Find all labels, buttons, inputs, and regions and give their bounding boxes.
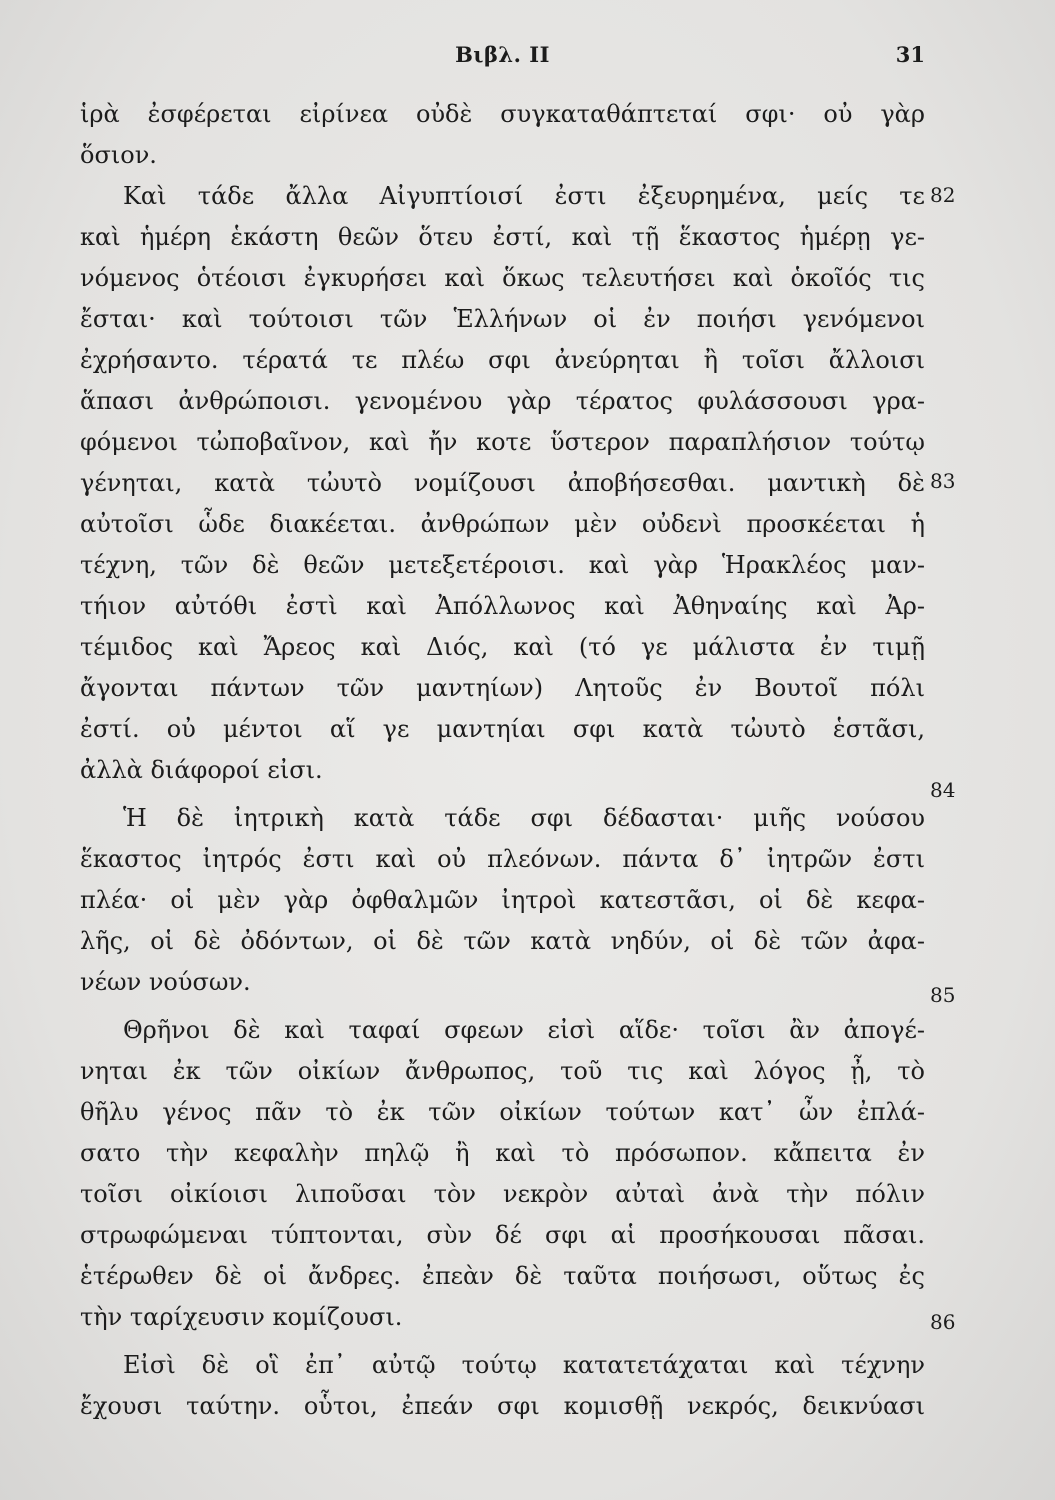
text-line: γένηται, κατὰ τὠυτὸ νομίζουσι ἀποβήσεσθαι. μαντικὴ δὲ <box>80 469 925 497</box>
text-line: νόμενος ὁτέοισι ἐγκυρήσει καὶ ὅκως τελευτήσει καὶ ὁκοῖός τις <box>80 264 925 292</box>
section-number: 85 <box>930 983 956 1007</box>
text-line: ἄγονται πάντων τῶν μαντηίων) Λητοῦς ἐν Βουτοῖ πόλι <box>80 674 925 702</box>
text-line: νηται ἐκ τῶν οἰκίων ἄνθρωπος, τοῦ τις καὶ λόγος ᾖ, τὸ <box>80 1057 925 1085</box>
text-line: ἔχουσι ταύτην. οὗτοι, ἐπεάν σφι κομισθῇ νεκρός, δεικνύασι <box>80 1392 925 1420</box>
page-number: 31 <box>895 42 925 67</box>
text-line: στρωφώμεναι τύπτονται, σὺν δέ σφι αἱ προσήκουσαι πᾶσαι. <box>80 1221 925 1249</box>
paragraph-start-line: Εἰσὶ δὲ οἳ ἐπ᾽ αὐτῷ τούτῳ κατατετάχαται καὶ τέχνην <box>123 1351 925 1379</box>
text-line: ἐστί. οὐ μέντοι αἵ γε μαντηίαι σφι κατὰ τὠυτὸ ἑστᾶσι, <box>80 715 925 743</box>
text-line: τέχνη, τῶν δὲ θεῶν μετεξετέροισι. καὶ γὰρ Ἡρακλέος μαν- <box>80 551 925 579</box>
text-line: ἱρὰ ἐσφέρεται εἰρίνεα οὐδὲ συγκαταθάπτεταί σφι· οὐ γὰρ <box>80 100 925 128</box>
text-line: ἔσται· καὶ τούτοισι τῶν Ἑλλήνων οἱ ἐν ποιήσι γενόμενοι <box>80 305 925 333</box>
text-line: ὅσιον. <box>80 141 157 169</box>
text-line: φόμενοι τὠποβαῖνον, καὶ ἤν κοτε ὕστερον παραπλήσιον τούτῳ <box>80 428 925 456</box>
running-header <box>80 36 925 72</box>
section-number: 86 <box>930 1310 956 1334</box>
paragraph-start-line: Καὶ τάδε ἄλλα Αἰγυπτίοισί ἐστι ἐξευρημένα, μείς τε <box>123 182 925 210</box>
text-line: ἕκαστος ἰητρός ἐστι καὶ οὐ πλεόνων. πάντα δ᾽ ἰητρῶν ἐστι <box>80 845 925 873</box>
text-line: λῆς, οἱ δὲ ὀδόντων, οἱ δὲ τῶν κατὰ νηδύν, οἱ δὲ τῶν ἀφα- <box>80 927 925 955</box>
text-body <box>80 94 925 1427</box>
section-number: 82 <box>930 183 956 207</box>
text-line: ἅπασι ἀνθρώποισι. γενομένου γὰρ τέρατος φυλάσσουσι γρα- <box>80 387 925 415</box>
text-line: τήιον αὐτόθι ἐστὶ καὶ Ἀπόλλωνος καὶ Ἀθηναίης καὶ Ἀρ- <box>80 592 925 620</box>
text-line: καὶ ἡμέρη ἑκάστη θεῶν ὅτευ ἐστί, καὶ τῇ ἕκαστος ἡμέρῃ γε- <box>80 223 925 251</box>
paragraph-start-line: Ἡ δὲ ἰητρικὴ κατὰ τάδε σφι δέδασται· μιῆς νούσου <box>123 804 925 832</box>
text-line: τέμιδος καὶ Ἄρεος καὶ Διός, καὶ (τό γε μάλιστα ἐν τιμῇ <box>80 633 925 661</box>
text-line: τοῖσι οἰκίοισι λιποῦσαι τὸν νεκρὸν αὐταὶ ἀνὰ τὴν πόλιν <box>80 1180 925 1208</box>
text-line: ἐχρήσαντο. τέρατά τε πλέω σφι ἀνεύρηται ἢ τοῖσι ἄλλοισι <box>80 346 925 374</box>
text-line: νέων νούσων. <box>80 968 251 996</box>
section-number: 84 <box>930 778 956 802</box>
text-line: ἀλλὰ διάφοροί εἰσι. <box>80 756 323 784</box>
text-line: ἑτέρωθεν δὲ οἱ ἄνδρες. ἐπεὰν δὲ ταῦτα ποιήσωσι, οὕτως ἐς <box>80 1262 925 1290</box>
paragraph-start-line: Θρῆνοι δὲ καὶ ταφαί σφεων εἰσὶ αἵδε· τοῖσι ἂν ἀπογέ- <box>123 1016 925 1044</box>
text-line: θῆλυ γένος πᾶν τὸ ἐκ τῶν οἰκίων τούτων κατ᾽ ὦν ἐπλά- <box>80 1098 925 1126</box>
section-number: 83 <box>930 469 956 493</box>
text-line: σατο τὴν κεφαλὴν πηλῷ ἢ καὶ τὸ πρόσωπον. κἄπειτα ἐν <box>80 1139 925 1167</box>
text-line: αὐτοῖσι ὧδε διακέεται. ἀνθρώπων μὲν οὐδενὶ προσκέεται ἡ <box>80 510 925 538</box>
text-line: τὴν ταρίχευσιν κομίζουσι. <box>80 1303 403 1331</box>
text-line: πλέα· οἱ μὲν γὰρ ὀφθαλμῶν ἰητροὶ κατεστᾶσι, οἱ δὲ κεφα- <box>80 886 925 914</box>
running-title: Βιβλ. II <box>455 42 550 67</box>
